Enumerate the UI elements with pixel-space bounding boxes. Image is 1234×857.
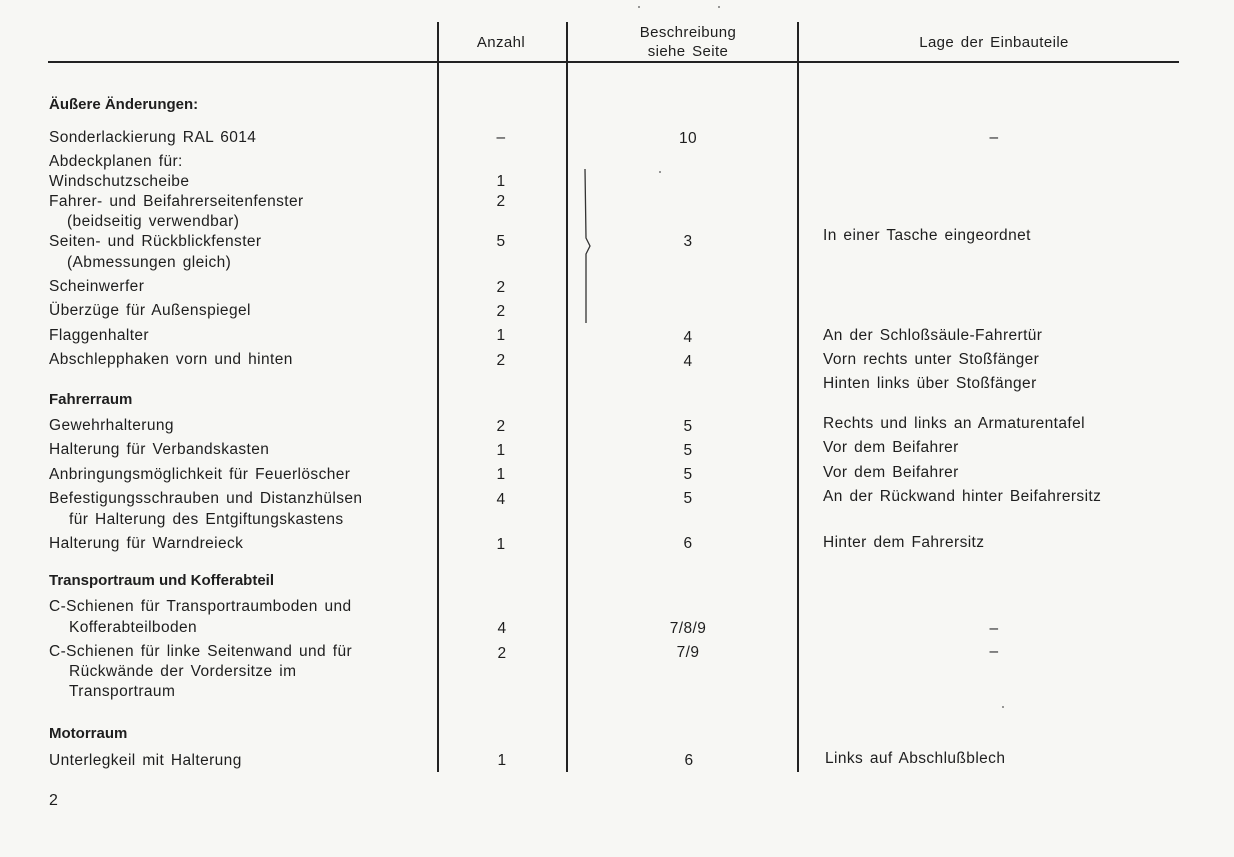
item-description: Windschutzscheibe xyxy=(49,173,190,190)
scan-speck xyxy=(638,6,640,8)
item-description: für Halterung des Entgiftungskastens xyxy=(69,511,344,528)
item-description: C-Schienen für linke Seitenwand und für xyxy=(49,643,353,660)
item-lage: In einer Tasche eingeordnet xyxy=(823,227,1031,244)
header-lage: Lage der Einbauteile xyxy=(919,34,1069,51)
header-beschreibung-line2: siehe Seite xyxy=(647,43,729,60)
item-description: (Abmessungen gleich) xyxy=(67,254,232,271)
item-description: Abschlepphaken vorn und hinten xyxy=(49,351,293,368)
item-anzahl: 4 xyxy=(497,620,507,637)
item-lage: Vor dem Beifahrer xyxy=(823,439,959,456)
item-seite: 6 xyxy=(683,535,693,552)
column-divider-3 xyxy=(797,22,799,772)
item-description: Anbringungsmöglichkeit für Feuerlöscher xyxy=(49,466,351,483)
item-description: Transportraum xyxy=(69,683,176,700)
item-description: Seiten- und Rückblickfenster xyxy=(49,233,262,250)
item-description: Überzüge für Außenspiegel xyxy=(49,302,251,319)
item-anzahl: – xyxy=(496,129,506,146)
item-description: Scheinwerfer xyxy=(49,278,145,295)
header-anzahl: Anzahl xyxy=(476,34,526,51)
item-anzahl: 5 xyxy=(496,233,506,250)
header-rule xyxy=(48,61,1179,63)
item-lage: An der Rückwand hinter Beifahrersitz xyxy=(823,488,1102,505)
item-lage: Rechts und links an Armaturentafel xyxy=(823,415,1085,432)
scan-speck xyxy=(1002,706,1004,708)
item-seite: 5 xyxy=(683,490,693,507)
item-description: Befestigungsschrauben und Distanzhülsen xyxy=(49,490,363,507)
section-title: Fahrerraum xyxy=(49,391,133,408)
item-anzahl: 2 xyxy=(496,418,506,435)
item-lage: Hinten links über Stoßfänger xyxy=(823,375,1037,392)
item-anzahl: 2 xyxy=(496,193,506,210)
page-number: 2 xyxy=(49,792,59,809)
item-anzahl: 1 xyxy=(496,327,506,344)
item-seite: 4 xyxy=(683,353,693,370)
item-anzahl: 2 xyxy=(496,303,506,320)
scan-speck xyxy=(659,171,661,173)
item-anzahl: 1 xyxy=(496,442,506,459)
item-seite: 7/8/9 xyxy=(669,620,707,637)
section-title: Äußere Änderungen: xyxy=(49,96,199,113)
item-description: Gewehrhalterung xyxy=(49,417,174,434)
item-anzahl: 1 xyxy=(496,466,506,483)
item-seite: 5 xyxy=(683,466,693,483)
item-description: Unterlegkeil mit Halterung xyxy=(49,752,242,769)
item-description: Sonderlackierung RAL 6014 xyxy=(49,129,257,146)
item-anzahl: 2 xyxy=(496,279,506,296)
item-seite: 10 xyxy=(678,130,698,147)
item-anzahl: 1 xyxy=(497,752,507,769)
item-anzahl: 1 xyxy=(496,536,506,553)
item-anzahl: 2 xyxy=(497,645,507,662)
item-seite: 5 xyxy=(683,442,693,459)
item-lage: – xyxy=(989,620,999,637)
item-lage: Hinter dem Fahrersitz xyxy=(823,534,985,551)
item-seite: 5 xyxy=(683,418,693,435)
item-description: Halterung für Warndreieck xyxy=(49,535,244,552)
item-seite: 7/9 xyxy=(676,644,700,661)
section-title: Motorraum xyxy=(49,725,128,742)
item-lage: – xyxy=(989,643,999,660)
scan-speck xyxy=(718,6,720,8)
item-description: (beidseitig verwendbar) xyxy=(67,213,240,230)
item-description: C-Schienen für Transportraumboden und xyxy=(49,598,352,615)
item-lage: Links auf Abschlußblech xyxy=(825,750,1006,767)
item-lage: An der Schloßsäule-Fahrertür xyxy=(823,327,1043,344)
section-title: Transportraum und Kofferabteil xyxy=(49,572,275,589)
grouping-brace xyxy=(582,168,596,324)
item-seite: 3 xyxy=(683,233,693,250)
item-description: Halterung für Verbandskasten xyxy=(49,441,270,458)
column-divider-1 xyxy=(437,22,439,772)
item-anzahl: 4 xyxy=(496,491,506,508)
item-anzahl: 1 xyxy=(496,173,506,190)
item-description: Flaggenhalter xyxy=(49,327,149,344)
header-beschreibung-line1: Beschreibung xyxy=(639,24,737,41)
item-lage: Vor dem Beifahrer xyxy=(823,464,959,481)
item-lage: – xyxy=(989,129,999,146)
item-description: Abdeckplanen für: xyxy=(49,153,183,170)
item-anzahl: 2 xyxy=(496,352,506,369)
item-description: Kofferabteilboden xyxy=(69,619,198,636)
item-description: Fahrer- und Beifahrerseitenfenster xyxy=(49,193,304,210)
item-description: Rückwände der Vordersitze im xyxy=(69,663,297,680)
item-lage: Vorn rechts unter Stoßfänger xyxy=(823,351,1040,368)
column-divider-2 xyxy=(566,22,568,772)
item-seite: 6 xyxy=(684,752,694,769)
item-seite: 4 xyxy=(683,329,693,346)
